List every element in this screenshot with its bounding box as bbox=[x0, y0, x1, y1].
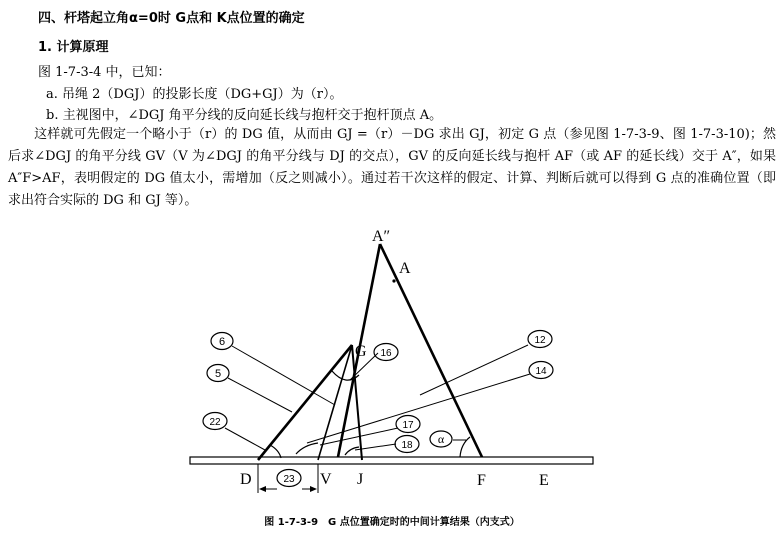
ground-strip bbox=[190, 457, 593, 464]
angle-arc-d bbox=[270, 445, 281, 458]
bisector-gv bbox=[318, 345, 352, 460]
item-b: b. 主视图中，∠DGJ 角平分线的反向延长线与抱杆交于抱杆顶点 A。 bbox=[46, 108, 443, 123]
angle-arc-j bbox=[345, 447, 359, 455]
body-paragraph-text: 这样就可先假定一个略小于（r）的 DG 值，从而由 GJ =（r）－DG 求出 GJ，初定 G 点（参见图 1-7-3-9、图 1-7-3-10)；然后求∠DGJ 的角平分线 GV（V 为∠DGJ 的角平分线与 DJ 的交点），GV 的反向延长线与抱杆 AF（或 AF 的延长线）交于 A″，如果 A″F>AF，表明假定的 DG 值太小，需增加（反之则减小）。通过若干次这样的假定、计算、判断后就可以得到 G 点的准确位置（即求出符合实际的 DG 和 GJ 等）。 bbox=[8, 127, 776, 208]
label-j: J bbox=[357, 471, 364, 488]
leader-12 bbox=[420, 345, 528, 395]
callout-23: 23 bbox=[283, 474, 295, 485]
dim-arrow-left bbox=[259, 486, 266, 492]
label-a: A bbox=[399, 260, 411, 277]
angle-arc-v bbox=[296, 443, 318, 454]
leader-5 bbox=[228, 378, 292, 412]
section-heading: 四、杆塔起立角α=0时 G点和 K点位置的确定 bbox=[38, 11, 305, 26]
leader-22 bbox=[225, 428, 265, 450]
item-a: a. 吊绳 2（DGJ）的投影长度（DG+GJ）为（r）。 bbox=[46, 87, 343, 102]
callout-6: 6 bbox=[218, 336, 226, 348]
callout-12: 12 bbox=[534, 335, 546, 346]
callout-alpha: α bbox=[437, 432, 445, 446]
point-a-marker bbox=[392, 279, 395, 282]
rope-dg bbox=[258, 345, 352, 460]
callout-16: 16 bbox=[380, 348, 392, 359]
label-v: V bbox=[320, 471, 332, 488]
label-f: F bbox=[477, 472, 486, 489]
figure-caption: 图 1-7-3-9 G 点位置确定时的中间计算结果（内支式） bbox=[264, 517, 520, 528]
dim-arrow-right bbox=[310, 486, 317, 492]
intro-text: 图 1-7-3-4 中，已知： bbox=[38, 65, 171, 80]
label-e: E bbox=[539, 472, 549, 489]
callout-18: 18 bbox=[401, 440, 413, 451]
subsection-heading: 1. 计算原理 bbox=[38, 40, 109, 55]
callout-22: 22 bbox=[209, 417, 221, 428]
pole-af bbox=[380, 244, 482, 457]
label-d: D bbox=[240, 471, 252, 488]
callout-17: 17 bbox=[402, 420, 414, 431]
label-g: G bbox=[355, 343, 367, 360]
label-a-double-prime: A″ bbox=[372, 228, 391, 245]
leader-6 bbox=[232, 346, 335, 405]
callout-14: 14 bbox=[535, 366, 547, 377]
callout-5: 5 bbox=[214, 368, 222, 380]
